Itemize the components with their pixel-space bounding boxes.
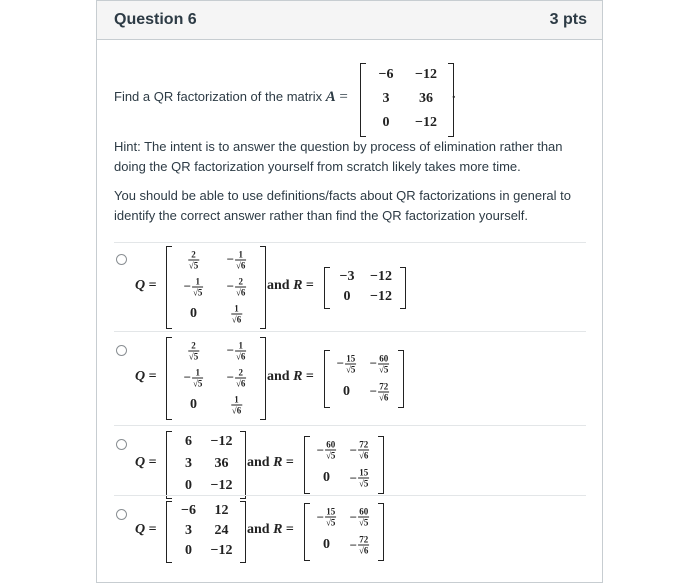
left-bracket [360, 63, 366, 137]
question-points: 3 pts [549, 11, 587, 28]
fraction [345, 353, 356, 374]
matrix-entry [188, 249, 199, 270]
numerator: 1 [195, 276, 200, 286]
denominator: √5 [192, 378, 203, 388]
matrix-entry [227, 340, 247, 361]
matrix-entry [350, 440, 370, 461]
radio-button[interactable] [116, 509, 127, 520]
minus-sign: − [183, 369, 191, 385]
denominator: √6 [231, 314, 242, 324]
denominator: √5 [188, 260, 199, 270]
matrix-entry [188, 340, 199, 361]
matrix-entry: 0 [343, 383, 350, 399]
left-bracket [166, 501, 172, 563]
right-bracket [260, 246, 266, 329]
fraction [192, 367, 203, 388]
fraction [188, 340, 199, 361]
matrix-entry: 0 [323, 537, 330, 552]
numerator: 2 [191, 249, 196, 259]
fraction [358, 468, 369, 489]
matrix-entry [231, 394, 242, 415]
matrix-entry: −12 [210, 434, 233, 449]
denominator: √6 [235, 260, 246, 270]
divider [114, 242, 586, 243]
right-bracket [398, 350, 404, 408]
period: . [452, 87, 456, 102]
matrix-entry: 6 [185, 434, 192, 449]
numerator: 1 [238, 249, 243, 259]
right-bracket [240, 501, 246, 563]
numerator: 60 [326, 439, 336, 450]
question-card [96, 0, 603, 583]
numerator: 1 [195, 367, 200, 377]
fraction [378, 381, 389, 402]
numerator: 1 [234, 394, 239, 404]
numerator: 60 [359, 506, 369, 517]
left-bracket [324, 267, 330, 309]
matrix-entry: 0 [323, 470, 330, 485]
matrix-entry [350, 468, 370, 489]
matrix-entry: 0 [190, 305, 197, 321]
radio-button[interactable] [116, 345, 127, 356]
matrix-entry [317, 507, 337, 528]
matrix-entry: −3 [339, 268, 355, 284]
matrix-entry: −12 [210, 478, 233, 493]
divider [114, 331, 586, 332]
and-r-label: and R = [247, 522, 294, 537]
matrix-entry: −12 [415, 115, 437, 130]
denominator: √5 [325, 450, 336, 461]
matrix-entry: 0 [343, 288, 351, 304]
matrix-entry [184, 367, 204, 388]
minus-sign: − [349, 509, 357, 524]
minus-sign: − [336, 355, 344, 371]
right-bracket [260, 337, 266, 420]
matrix-entry: 3 [185, 456, 192, 471]
fraction [325, 507, 336, 528]
denominator: √6 [358, 545, 369, 556]
numerator: 15 [359, 467, 369, 478]
matrix-entry [350, 507, 370, 528]
fraction [235, 249, 246, 270]
and-r-label: and R = [247, 455, 294, 470]
matrix-entry: 0 [382, 115, 390, 130]
radio-button[interactable] [116, 254, 127, 265]
divider [114, 495, 586, 496]
numerator: 72 [379, 381, 389, 391]
denominator: √5 [358, 478, 369, 489]
denominator: √5 [188, 351, 199, 361]
left-bracket [324, 350, 330, 408]
fraction [235, 367, 246, 388]
denominator: √5 [325, 517, 336, 528]
matrix-symbol: A [325, 89, 336, 105]
q-label: Q = [135, 277, 157, 293]
fraction [235, 340, 246, 361]
matrix-entry: −12 [210, 543, 233, 558]
denominator: √6 [378, 392, 389, 402]
fraction [188, 249, 199, 270]
left-bracket [166, 431, 172, 499]
definitions-note: You should be able to use definitions/facts about QR factorizations in general to identify the correct answer rather than find the QR factorization yourself. [114, 188, 571, 223]
denominator: √6 [231, 405, 242, 415]
fraction [378, 353, 389, 374]
matrix-entry [227, 249, 247, 270]
matrix-entry [184, 276, 204, 297]
and-r-label: and R = [267, 368, 314, 384]
matrix-entry: −6 [378, 67, 394, 82]
matrix-entry [227, 276, 247, 297]
minus-sign: − [349, 537, 357, 552]
matrix-entry: 36 [214, 456, 229, 471]
denominator: √5 [192, 287, 203, 297]
numerator: 60 [379, 353, 389, 363]
q-label: Q = [135, 368, 157, 384]
matrix-entry: 12 [214, 503, 229, 518]
fraction [358, 507, 369, 528]
matrix-entry: −12 [370, 288, 392, 304]
minus-sign: − [226, 342, 234, 358]
minus-sign: − [349, 442, 357, 457]
matrix-entry [370, 381, 390, 402]
matrix-entry: 3 [185, 523, 192, 538]
minus-sign: − [316, 442, 324, 457]
matrix-entry: 0 [190, 396, 197, 412]
q-label: Q = [135, 522, 157, 537]
denominator: √5 [358, 517, 369, 528]
q-label: Q = [135, 455, 157, 470]
matrix-entry: 3 [382, 91, 390, 106]
left-bracket [304, 436, 310, 494]
matrix-entry [227, 367, 247, 388]
minus-sign: − [226, 278, 234, 294]
right-bracket [240, 431, 246, 499]
numerator: 2 [191, 340, 196, 350]
left-bracket [166, 337, 172, 420]
fraction [358, 440, 369, 461]
and-r-label: and R = [267, 277, 314, 293]
matrix-entry: −6 [181, 503, 196, 518]
right-bracket [400, 267, 406, 309]
matrix-entry [370, 353, 390, 374]
question-title: Question 6 [114, 11, 197, 28]
numerator: 72 [359, 439, 369, 450]
left-bracket [304, 503, 310, 561]
matrix-entry [350, 535, 370, 556]
numerator: 1 [238, 340, 243, 350]
minus-sign: − [226, 251, 234, 267]
matrix-entry: 24 [214, 523, 229, 538]
fraction [231, 303, 242, 324]
minus-sign: − [183, 278, 191, 294]
denominator: √6 [358, 450, 369, 461]
prompt-text: Find a QR factorization of the matrix [114, 89, 323, 104]
matrix-entry: 0 [185, 478, 192, 493]
question-header [97, 1, 602, 40]
denominator: √6 [235, 378, 246, 388]
fraction [235, 276, 246, 297]
denominator: √5 [378, 364, 389, 374]
question-prompt: Find a QR factorization of the matrix A = [114, 89, 348, 105]
right-bracket [378, 503, 384, 561]
hint-text: Hint: The intent is to answer the question by process of elimination rather than doing the QR factorization yourself from scratch likely takes more time. [114, 139, 563, 174]
matrix-entry: −12 [415, 67, 437, 82]
numerator: 15 [346, 353, 356, 363]
minus-sign: − [369, 383, 377, 399]
numerator: 2 [238, 367, 243, 377]
matrix-entry: 36 [419, 91, 433, 106]
numerator: 1 [234, 303, 239, 313]
fraction [192, 276, 203, 297]
fraction [358, 535, 369, 556]
matrix-entry [337, 353, 357, 374]
right-bracket [378, 436, 384, 494]
minus-sign: − [226, 369, 234, 385]
matrix-entry: 0 [185, 543, 192, 558]
fraction [231, 394, 242, 415]
numerator: 72 [359, 534, 369, 545]
matrix-entry: −12 [370, 268, 392, 284]
numerator: 15 [326, 506, 336, 517]
denominator: √6 [235, 351, 246, 361]
denominator: √6 [235, 287, 246, 297]
minus-sign: − [369, 355, 377, 371]
divider [114, 425, 586, 426]
fraction [325, 440, 336, 461]
minus-sign: − [349, 470, 357, 485]
matrix-entry [317, 440, 337, 461]
radio-button[interactable] [116, 439, 127, 450]
matrix-entry [231, 303, 242, 324]
minus-sign: − [316, 509, 324, 524]
denominator: √5 [345, 364, 356, 374]
numerator: 2 [238, 276, 243, 286]
left-bracket [166, 246, 172, 329]
